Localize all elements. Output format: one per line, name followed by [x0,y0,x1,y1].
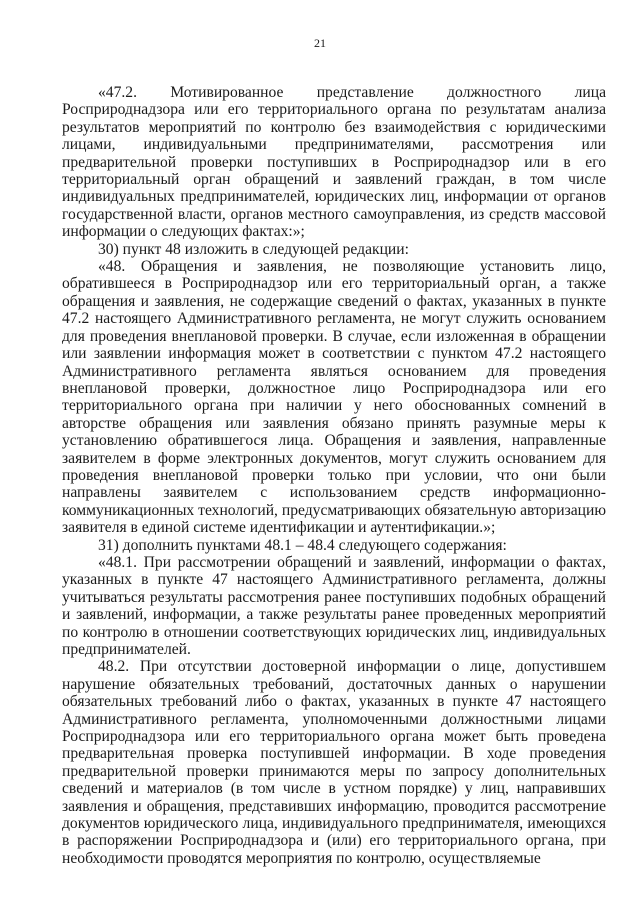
paragraph-48-1: «48.1. При рассмотрении обращений и заявлений, информации о фактах, указанных в пункте 47 настоящего Административного регламента, должны учитываться результаты рассмотрения ранее поступивших подобных обращений и заявлений, информации, а также результаты ранее проведенных мероприятий по контролю в отношении соответствующих юридических лиц, индивидуальных предпринимателей. [62,553,606,658]
paragraph-48: «48. Обращения и заявления, не позволяющие установить лицо, обратившееся в Росприроднадзор или его территориальный орган, а также обращения и заявления, не содержащие сведений о фактах, указанных в пункте 47.2 настоящего Административного регламента, не могут служить основанием для проведения внеплановой проверки. В случае, если изложенная в обращении или заявлении информация может в соответствии с пунктом 47.2 настоящего Административного регламента являться основанием для проведения внеплановой проверки, должностное лицо Росприроднадзора или его территориального органа при наличии у него обоснованных сомнений в авторстве обращения или заявления обязано принять разумные меры к установлению обратившегося лица. Обращения и заявления, направленные заявителем в форме электронных документов, могут служить основанием для проведения внеплановой проверки только при условии, что они были направлены заявителем с использованием средств информационно-коммуникационных технологий, предусматривающих обязательную авторизацию заявителя в единой системе идентификации и аутентификации.»; [62,258,606,537]
paragraph-48-2: 48.2. При отсутствии достоверной информации о лице, допустившем нарушение обязательных требований, достаточных данных о нарушении обязательных требований либо о фактах, указанных в пункте 47 настоящего Административного регламента, уполномоченными должностными лицами Росприроднадзора или его территориального органа может быть проведена предварительная проверка поступившей информации. В ходе проведения предварительной проверки принимаются меры по запросу дополнительных сведений и материалов (в том числе в устном порядке) у лиц, направивших заявления и обращения, представивших информацию, проводится рассмотрение документов юридического лица, индивидуального предпринимателя, имеющихся в распоряжении Росприроднадзора и (или) его территориального органа, при необходимости проводятся мероприятия по контролю, осуществляемые [62,658,606,867]
paragraph-item-30: 30) пункт 48 изложить в следующей редакции: [98,240,409,258]
paragraph-47-2: «47.2. Мотивированное представление должностного лица Росприроднадзора или его территориального органа по результатам анализа результатов мероприятий по контролю без взаимодействия с юридическими лицами, индивидуальными предпринимателями, рассмотрения или предварительной проверки поступивших в Росприроднадзор или в его территориальный орган обращений и заявлений граждан, в том числе индивидуальных предпринимателей, юридических лиц, информации от органов государственной власти, органов местного самоуправления, из средств массовой информации о следующих фактах:»; [62,84,606,241]
paragraph-item-31: 31) дополнить пунктами 48.1 – 48.4 следующего содержания: [98,536,507,554]
page-number: 21 [314,36,326,50]
document-body [62,84,606,867]
